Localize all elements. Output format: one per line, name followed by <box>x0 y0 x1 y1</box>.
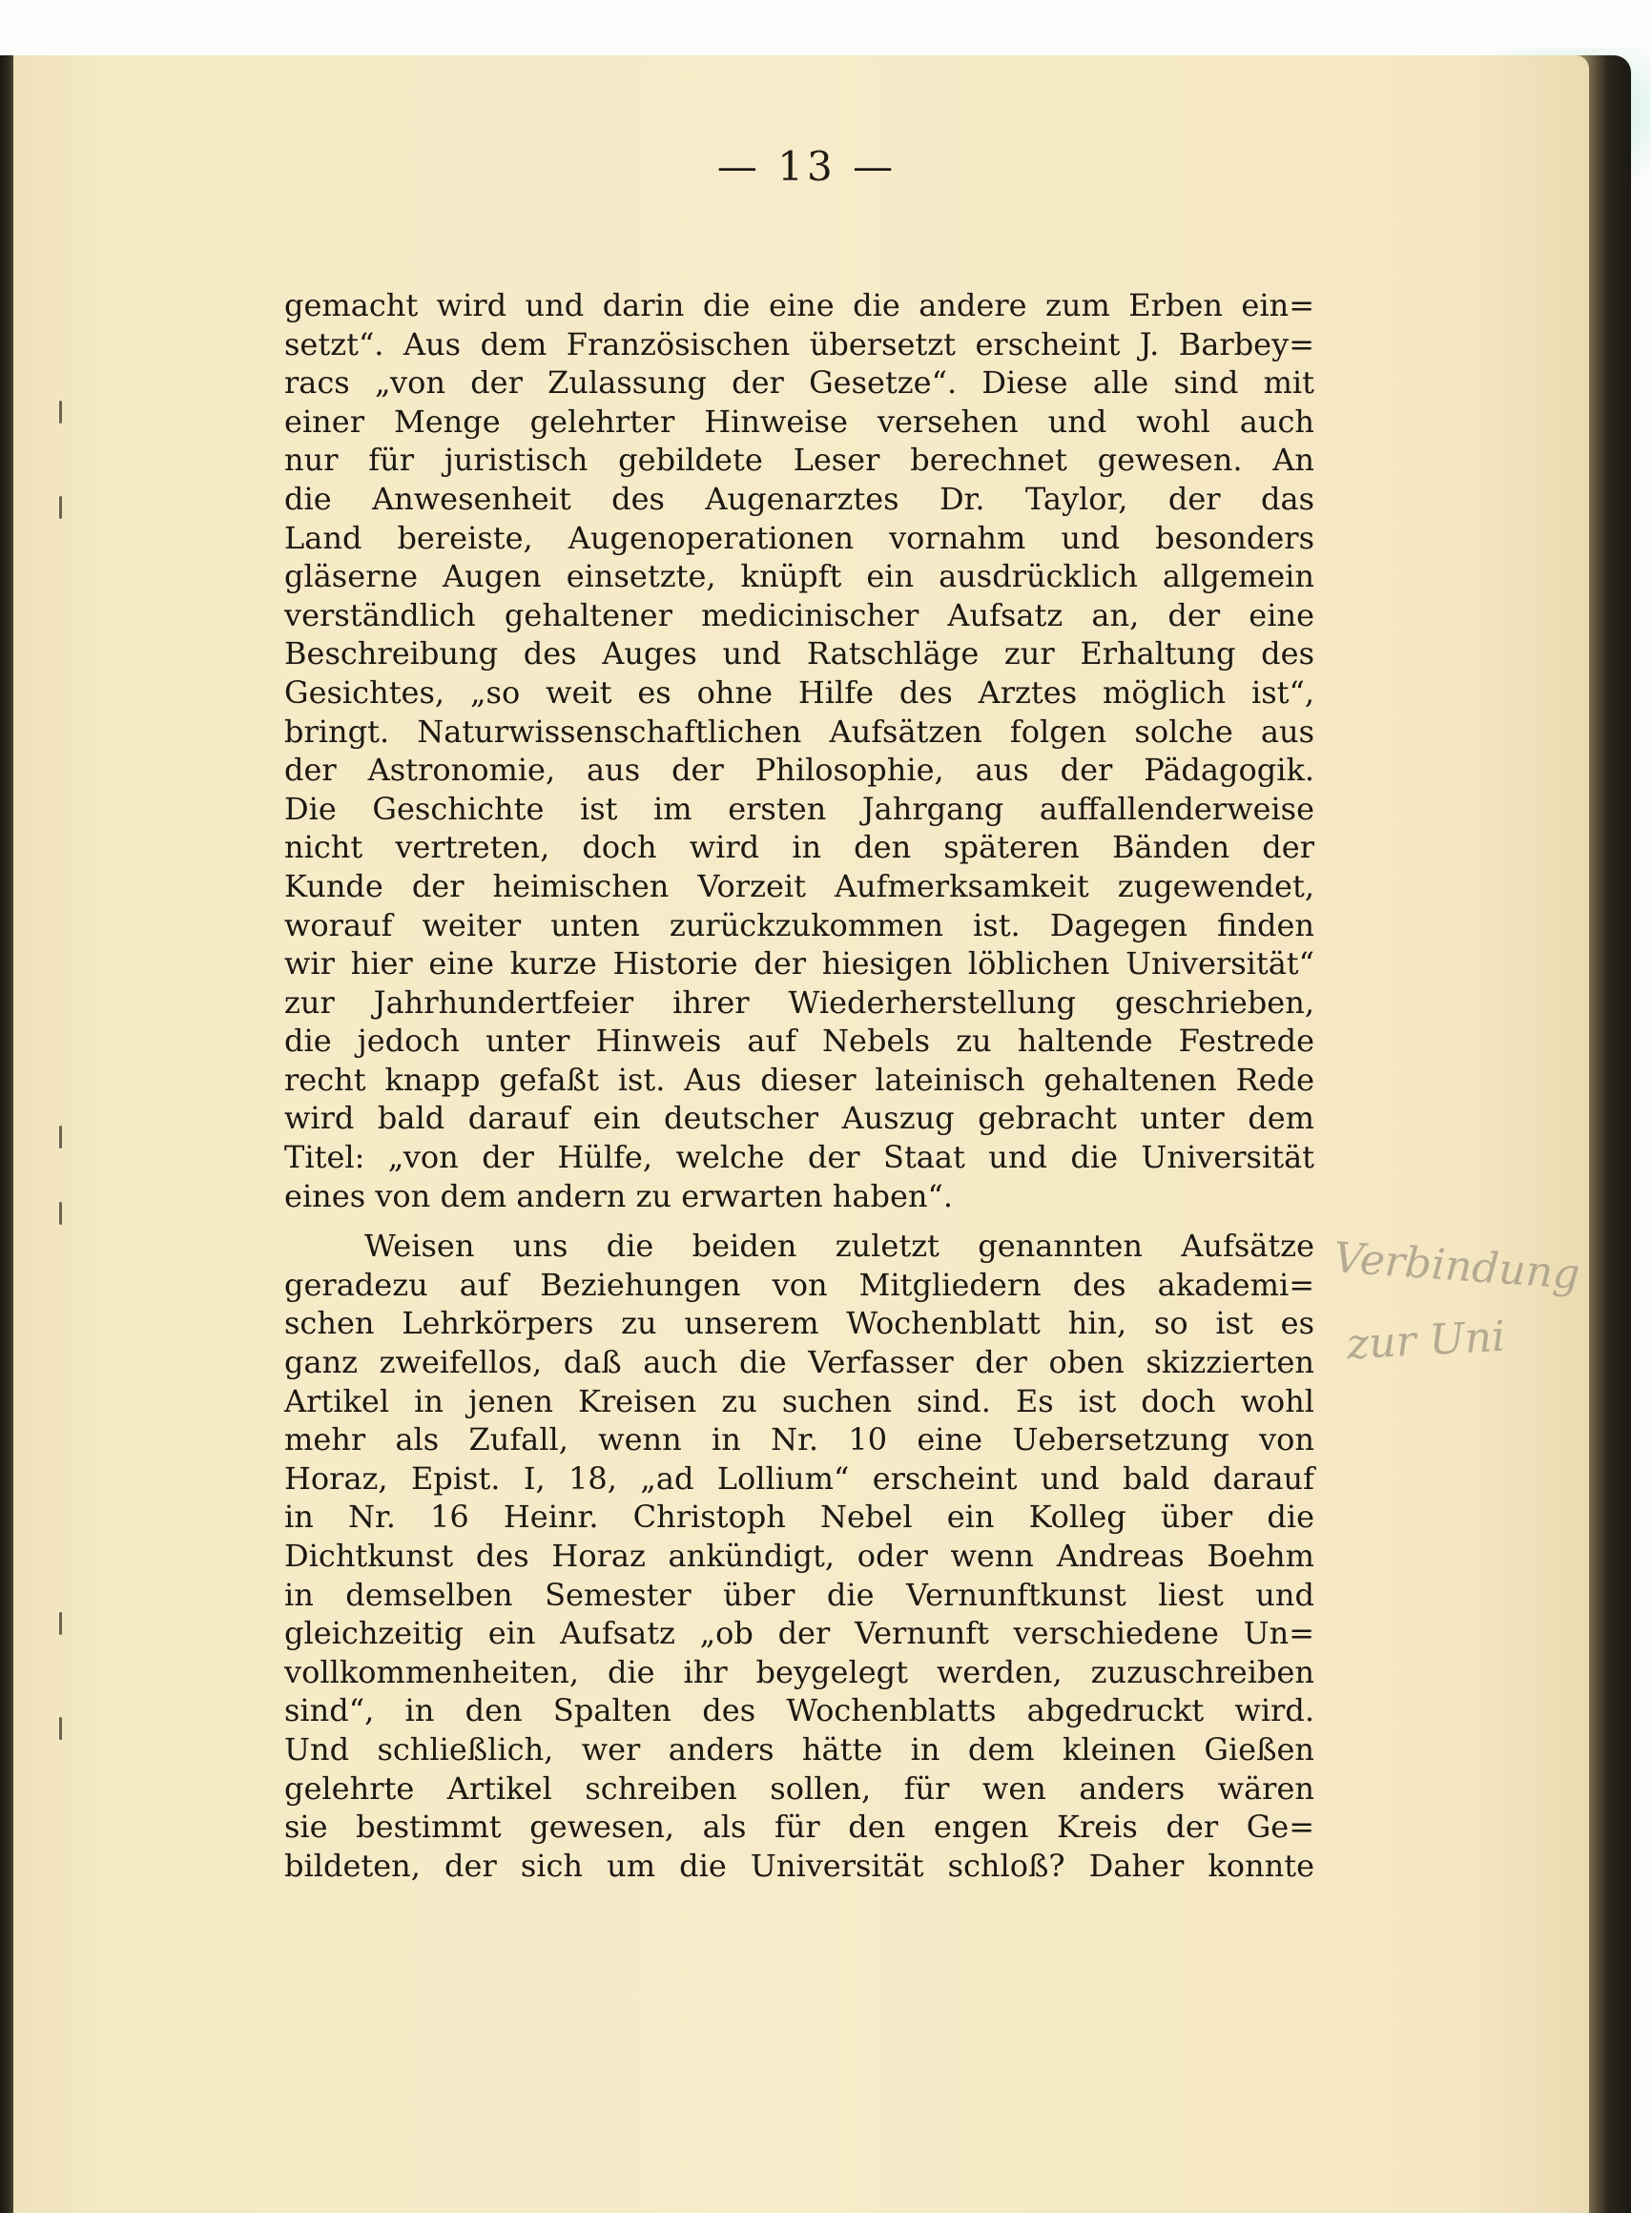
text-line: Beschreibung des Auges und Ratschläge zur Erhaltung des <box>284 635 1314 672</box>
text-line: zur Jahrhundertfeier ihrer Wiederherstellung geschrieben, <box>284 983 1314 1021</box>
text-line: vollkommenheiten, die ihr beygelegt werden, zuzuschreiben <box>284 1653 1314 1690</box>
text-line: sie bestimmt gewesen, als für den engen Kreis der Ge= <box>284 1809 1314 1846</box>
paragraph-gap <box>284 1215 1314 1227</box>
text-line: Artikel in jenen Kreisen zu suchen sind. Es ist doch wohl <box>284 1382 1314 1419</box>
text-line: in demselben Semester über die Vernunftkunst liest und <box>284 1576 1314 1613</box>
text-line: ganz zweifellos, daß auch die Verfasser der oben skizzierten <box>284 1344 1314 1381</box>
margin-tick <box>59 1202 62 1225</box>
text-line: Die Geschichte ist im ersten Jahrgang auffallenderweise <box>284 790 1314 827</box>
text-line: Kunde der heimischen Vorzeit Aufmerksamkeit zugewendet, <box>284 867 1314 904</box>
margin-tick <box>59 1126 62 1148</box>
main-text <box>284 286 1314 1885</box>
text-line: bildeten, der sich um die Universität schloß? Daher konnte <box>284 1847 1314 1884</box>
text-line: der Astronomie, aus der Philosophie, aus der Pädagogik. <box>284 752 1314 789</box>
paragraph-2 <box>284 1227 1314 1885</box>
text-line: geradezu auf Beziehungen von Mitgliedern des akademi= <box>284 1266 1314 1303</box>
text-line: worauf weiter unten zurückzukommen ist. Dagegen finden <box>284 906 1314 943</box>
text-line: in Nr. 16 Heinr. Christoph Nebel ein Kolleg über die <box>284 1499 1314 1536</box>
text-line: recht knapp gefaßt ist. Aus dieser lateinisch gehaltenen Rede <box>284 1061 1314 1098</box>
text-line: gleichzeitig ein Aufsatz „ob der Vernunft verschiedene Un= <box>284 1615 1314 1652</box>
handwritten-marginal-note: zur Uni <box>1345 1312 1507 1370</box>
text-line: gläserne Augen einsetzte, knüpft ein ausdrücklich allgemein <box>284 558 1314 595</box>
text-line: Dichtkunst des Horaz ankündigt, oder wenn Andreas Boehm <box>284 1538 1314 1574</box>
text-line: Land bereiste, Augenoperationen vornahm und besonders <box>284 519 1314 556</box>
book-binding-edge <box>0 55 13 2213</box>
margin-tick <box>59 496 62 519</box>
margin-tick <box>59 1612 62 1635</box>
left-margin-marks <box>59 382 71 1717</box>
margin-tick <box>59 1717 62 1740</box>
handwritten-marginal-note: Verbindung <box>1332 1233 1581 1299</box>
page-number: — 13 — <box>716 143 898 190</box>
text-line: die Anwesenheit des Augenarztes Dr. Taylor, der das <box>284 480 1314 517</box>
text-line: einer Menge gelehrter Hinweise versehen und wohl auch <box>284 403 1314 440</box>
text-line: mehr als Zufall, wenn in Nr. 10 eine Uebersetzung von <box>284 1421 1314 1458</box>
paragraph-1 <box>284 286 1314 1215</box>
margin-tick <box>59 401 62 424</box>
text-line: Horaz, Epist. I, 18, „ad Lollium“ erscheint und bald darauf <box>284 1459 1314 1497</box>
text-line: schen Lehrkörpers zu unserem Wochenblatt hin, so ist es <box>284 1305 1314 1342</box>
text-line: sind“, in den Spalten des Wochenblatts abgedruckt wird. <box>284 1692 1314 1729</box>
text-line: bringt. Naturwissenschaftlichen Aufsätzen folgen solche aus <box>284 713 1314 750</box>
text-line: gelehrte Artikel schreiben sollen, für wen anders wären <box>284 1769 1314 1807</box>
text-line: nur für juristisch gebildete Leser berechnet gewesen. An <box>284 442 1314 479</box>
text-line: verständlich gehaltener medicinischer Aufsatz an, der eine <box>284 596 1314 633</box>
text-line: Gesichtes, „so weit es ohne Hilfe des Arztes möglich ist“, <box>284 673 1314 711</box>
text-line: wird bald darauf ein deutscher Auszug gebracht unter dem <box>284 1100 1314 1137</box>
text-line: Titel: „von der Hülfe, welche der Staat und die Universität <box>284 1139 1314 1176</box>
text-line: eines von dem andern zu erwarten haben“. <box>284 1177 954 1214</box>
text-line: setzt“. Aus dem Französischen übersetzt erscheint J. Barbey= <box>284 325 1314 362</box>
text-line: gemacht wird und darin die eine die andere zum Erben ein= <box>284 287 1314 323</box>
text-line: nicht vertreten, doch wird in den späteren Bänden der <box>284 829 1314 866</box>
text-line: racs „von der Zulassung der Gesetze“. Diese alle sind mit <box>284 364 1314 402</box>
text-line: Und schließlich, wer anders hätte in dem kleinen Gießen <box>284 1730 1314 1768</box>
text-line: die jedoch unter Hinweis auf Nebels zu haltende Festrede <box>284 1023 1314 1060</box>
text-line: Weisen uns die beiden zuletzt genannten Aufsätze <box>364 1228 1314 1265</box>
text-line: wir hier eine kurze Historie der hiesigen löblichen Universität“ <box>284 945 1314 982</box>
